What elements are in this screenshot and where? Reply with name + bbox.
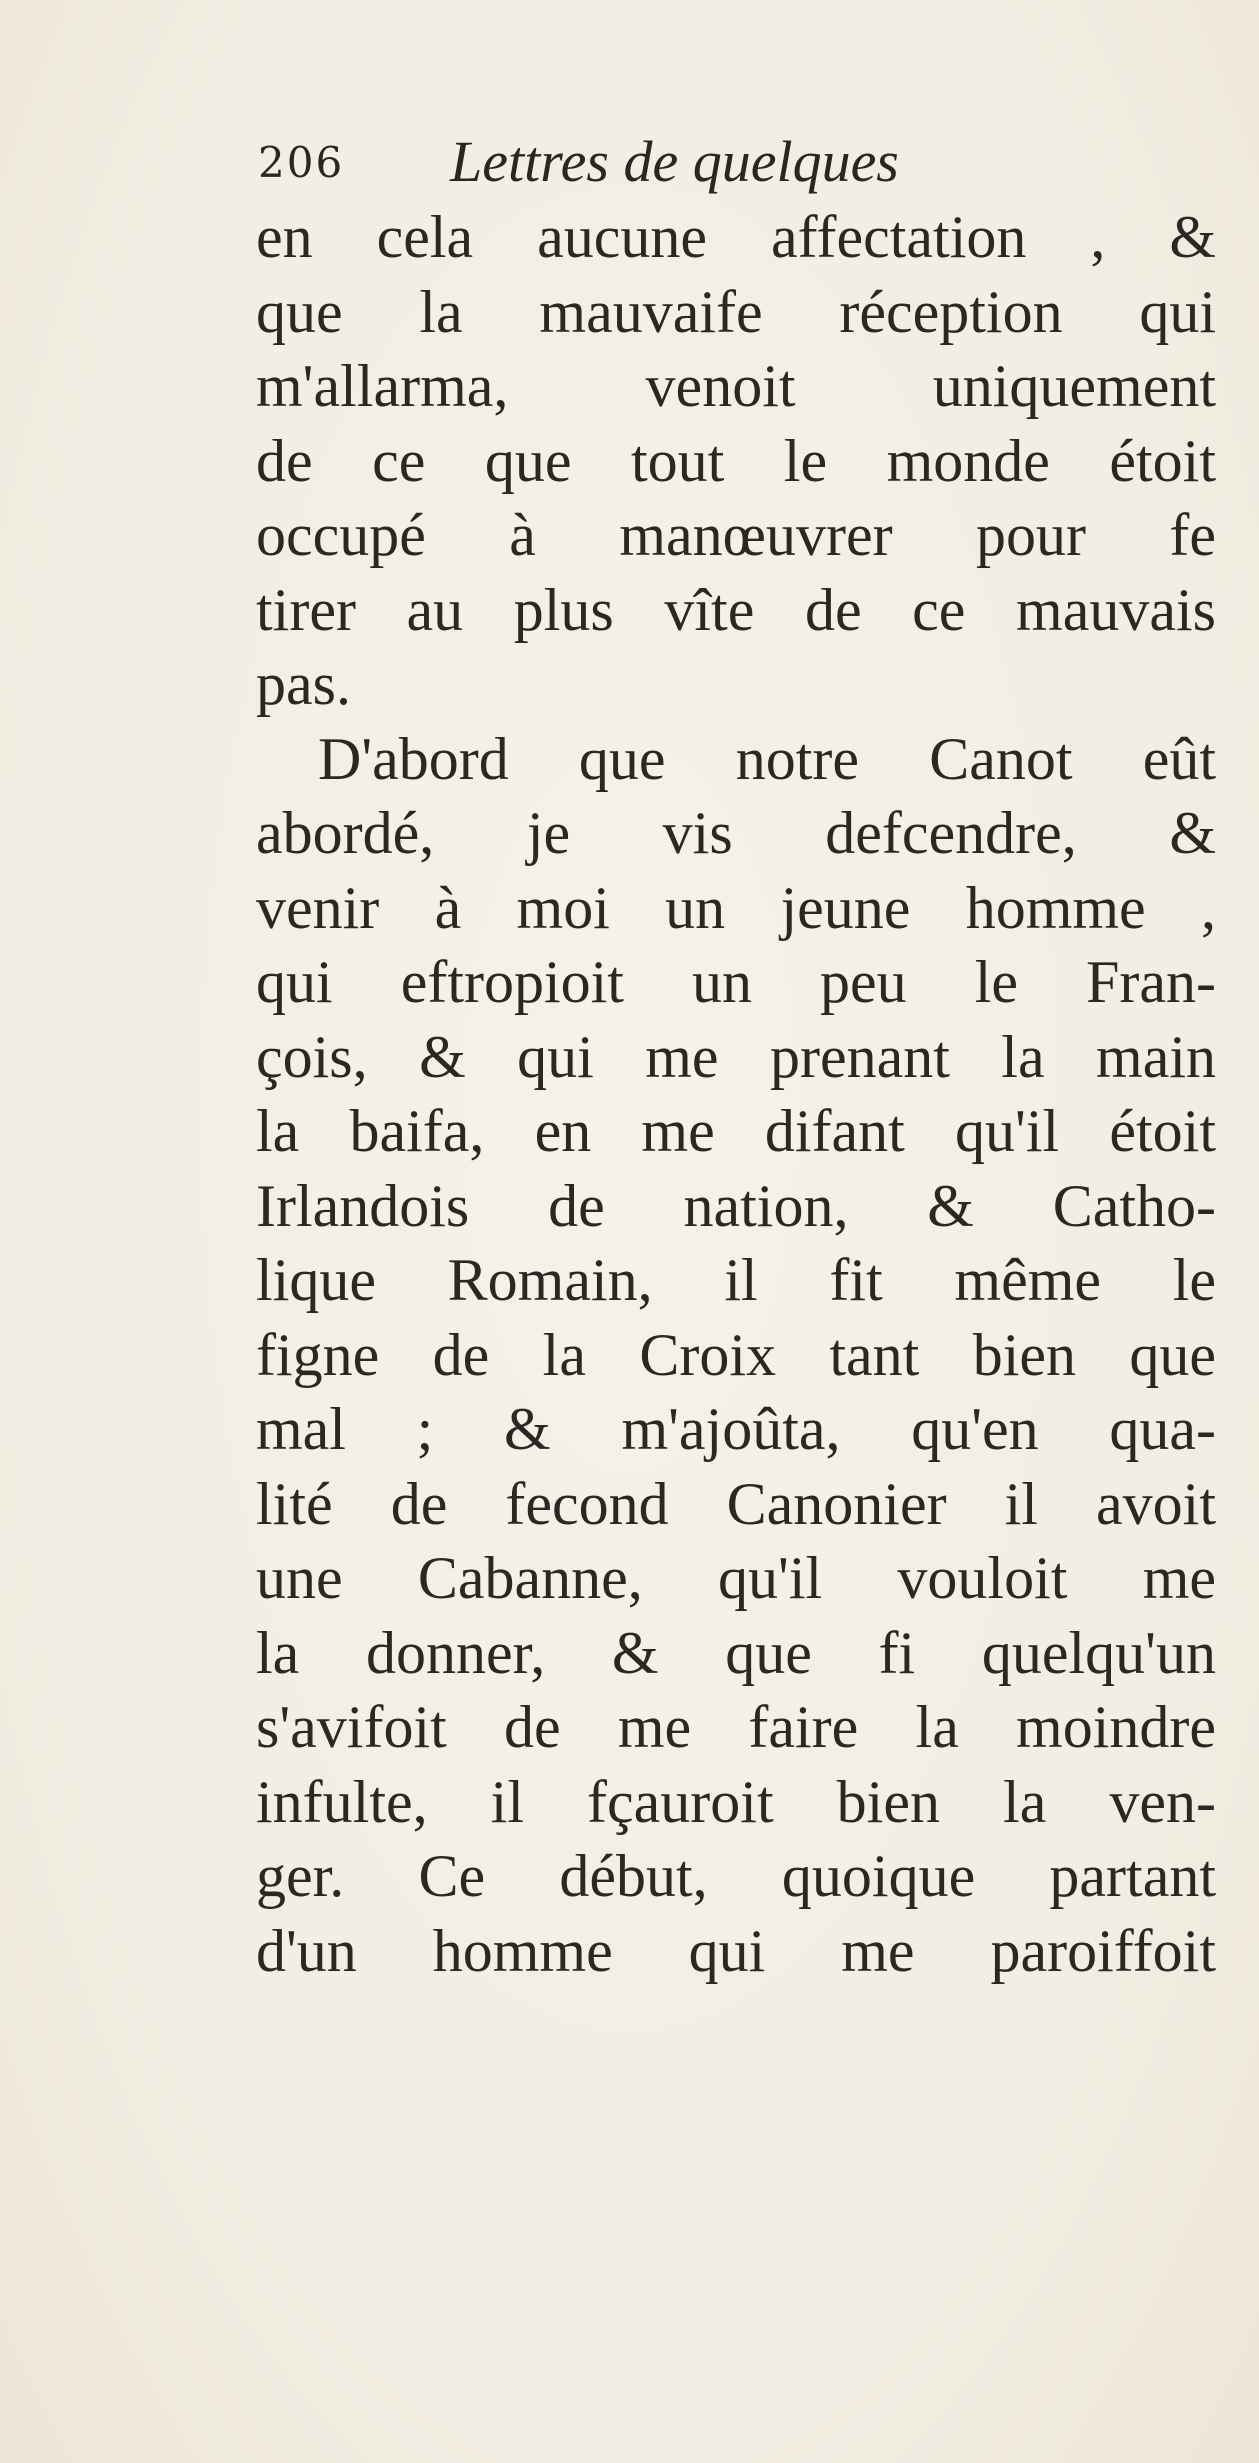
text-line: çois, & qui me prenant la main xyxy=(256,1023,1216,1090)
text-line: venir à moi un jeune homme , xyxy=(256,874,1216,941)
text-line: figne de la Croix tant bien que xyxy=(256,1321,1216,1388)
text-line: abordé, je vis defcendre, & xyxy=(256,800,1216,866)
text-line: ger. Ce début, quoique partant xyxy=(256,1843,1216,1909)
text-line: m'allarma, venoit uniquement xyxy=(256,353,1216,419)
text-line: lité de fecond Canonier il avoit xyxy=(256,1470,1216,1537)
text-line: mal ; & m'ajoûta, qu'en qua- xyxy=(256,1396,1216,1462)
text-line: en cela aucune affectation , & xyxy=(256,204,1216,270)
text-line: de ce que tout le monde étoit xyxy=(256,427,1216,494)
text-line: qui eftropioit un peu le Fran- xyxy=(256,949,1216,1015)
text-line: s'avifoit de me faire la moindre xyxy=(256,1694,1216,1760)
text-line: que la mauvaife réception qui xyxy=(256,278,1216,345)
text-line: d'un homme qui me paroiffoit xyxy=(256,1917,1216,1984)
text-line: infulte, il fçauroit bien la ven- xyxy=(256,1768,1216,1835)
paragraph-start-line: D'abord que notre Canot eût xyxy=(318,725,1216,792)
body-text xyxy=(256,200,1216,1988)
text-line: la baifa, en me difant qu'il étoit xyxy=(256,1098,1216,1164)
text-line: une Cabanne, qu'il vouloit me xyxy=(256,1545,1216,1611)
text-line: occupé à manœuvrer pour fe xyxy=(256,502,1216,568)
text-line: lique Romain, il fit même le xyxy=(256,1247,1216,1313)
page-number: 206 xyxy=(258,138,345,187)
running-head: Lettres de quelques xyxy=(450,129,899,194)
text-line: la donner, & que fi quelqu'un xyxy=(256,1619,1216,1686)
text-line: tirer au plus vîte de ce mauvais xyxy=(256,576,1216,643)
paragraph-end-line: pas. xyxy=(256,651,351,717)
text-line: Irlandois de nation, & Catho- xyxy=(256,1172,1216,1239)
